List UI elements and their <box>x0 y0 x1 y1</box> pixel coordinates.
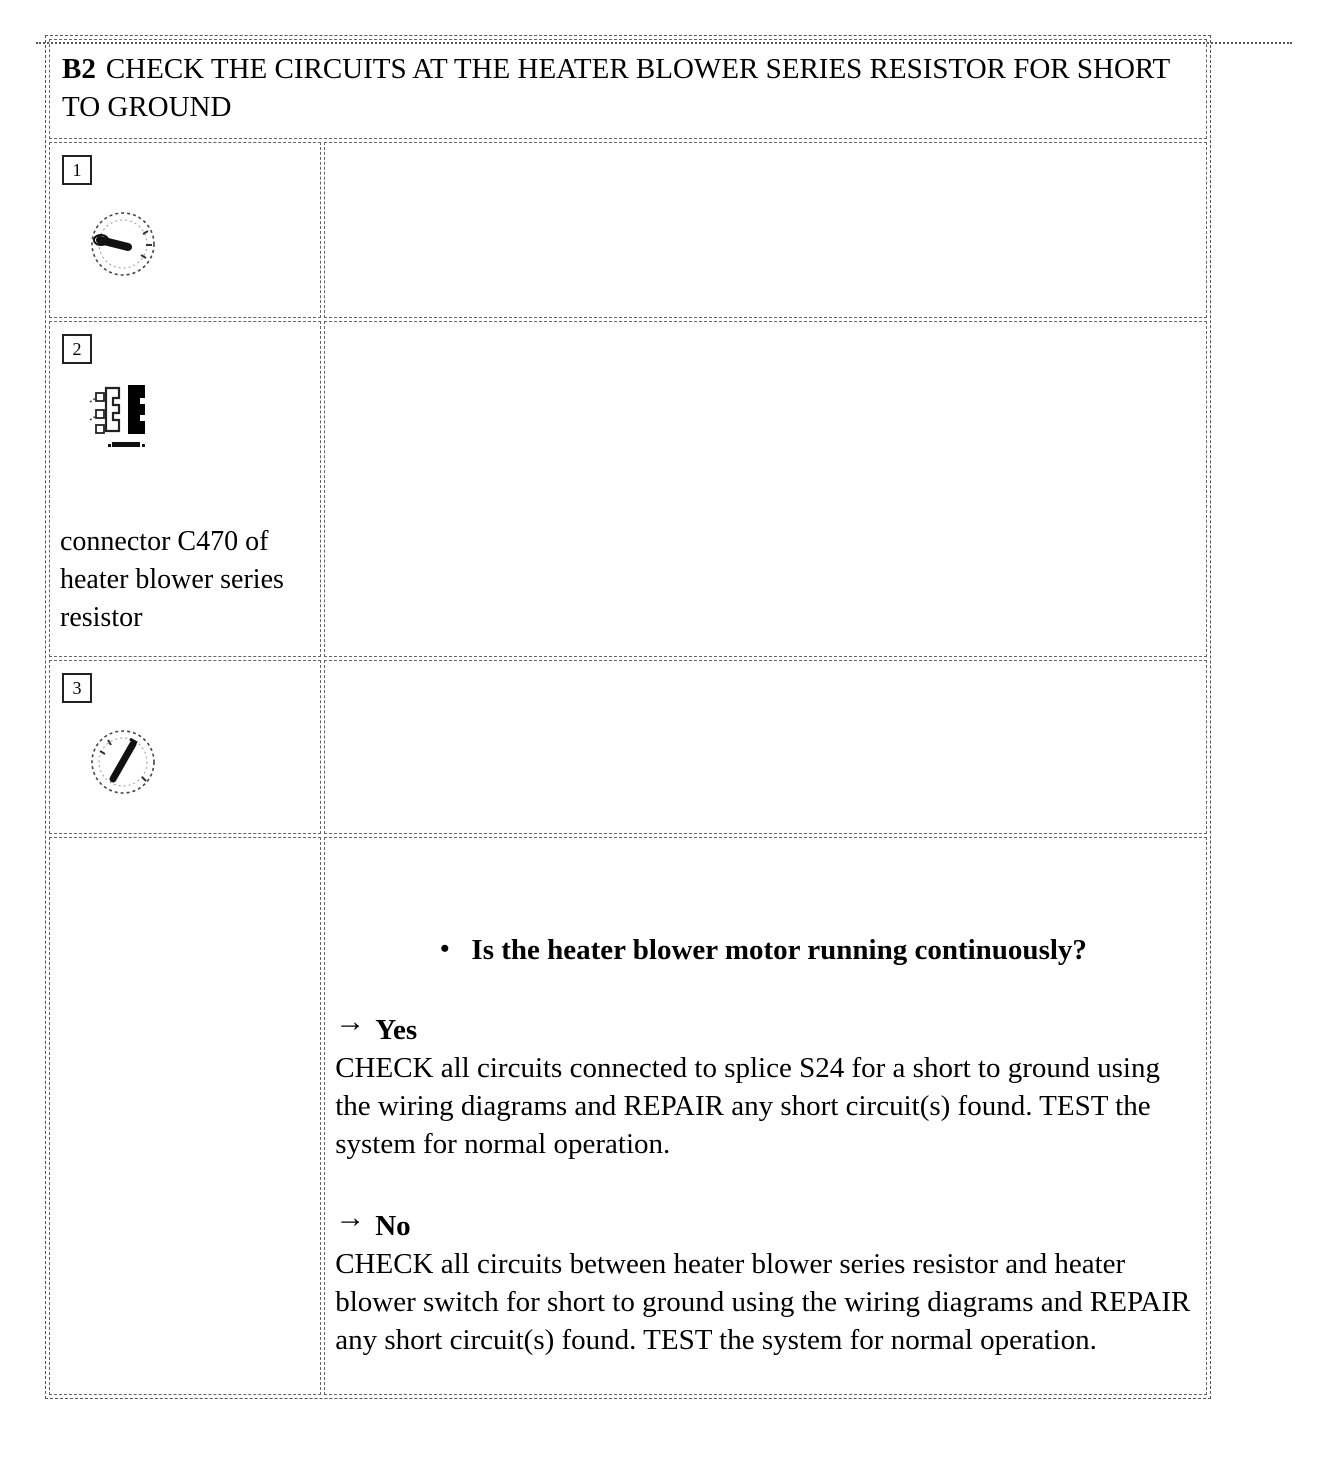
step-3-number-box <box>62 673 92 703</box>
step-3-cell <box>49 660 321 834</box>
step-1-cell <box>49 142 321 318</box>
blower-resistor-connector-icon <box>82 380 310 461</box>
step-2-number: 2 <box>72 338 82 359</box>
step-2-cell <box>49 321 321 657</box>
pinpoint-test-table <box>45 35 1211 1399</box>
step-1-number: 1 <box>72 159 82 180</box>
table-header-row <box>49 39 1207 139</box>
step-2-row <box>49 321 1207 657</box>
ignition-key-off-icon <box>86 207 310 286</box>
ignition-key-run-icon <box>86 725 310 804</box>
step-1-row <box>49 142 1207 318</box>
step-2-detail-cell <box>324 321 1207 657</box>
result-row <box>49 837 1207 1395</box>
test-question-text: Is the heater blower motor running continuously? <box>471 934 1087 966</box>
outcome-no-label: No <box>375 1210 411 1242</box>
outcome-no <box>335 1201 1192 1359</box>
test-title-text: CHECK THE CIRCUITS AT THE HEATER BLOWER SERIES RESISTOR FOR SHORT TO GROUND <box>62 53 1170 123</box>
page-top-divider <box>36 42 1292 44</box>
step-3-row <box>49 660 1207 834</box>
step-2-number-box <box>62 334 92 364</box>
outcome-no-head <box>335 1201 1192 1243</box>
arrow-icon: → <box>335 1005 366 1038</box>
bullet-icon: • <box>440 934 450 963</box>
test-title-cell <box>49 39 1207 139</box>
step-3-number: 3 <box>72 677 82 698</box>
outcome-yes-label: Yes <box>375 1014 418 1046</box>
result-empty-cell <box>49 837 321 1395</box>
outcome-yes <box>335 1005 1192 1163</box>
document-page <box>0 35 1328 1399</box>
test-question <box>335 934 1192 967</box>
result-cell <box>324 837 1207 1395</box>
step-2-caption: connector C470 of heater blower series resistor <box>60 526 284 633</box>
step-1-number-box <box>62 155 92 185</box>
arrow-icon: → <box>335 1201 366 1234</box>
step-1-detail-cell <box>324 142 1207 318</box>
outcome-no-action: CHECK all circuits between heater blower series resistor and heater blower switch for short to ground using the wiring diagrams and REPAIR any short circuit(s) found. TEST the system for normal operation. <box>335 1248 1191 1356</box>
test-id: B2 <box>62 53 96 85</box>
step-3-detail-cell <box>324 660 1207 834</box>
outcome-yes-action: CHECK all circuits connected to splice S24 for a short to ground using the wiring diagrams and REPAIR any short circuit(s) found. TEST the system for normal operation. <box>335 1052 1160 1160</box>
outcome-yes-head <box>335 1005 1192 1047</box>
